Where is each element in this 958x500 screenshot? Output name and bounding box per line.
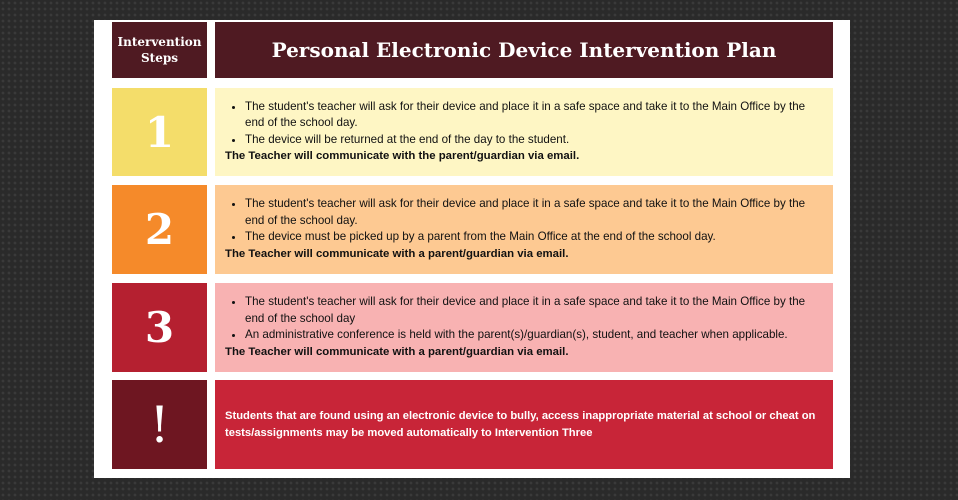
exclamation-icon: ! [149, 395, 170, 454]
step-1-bullet: • The device will be returned at the end of the day to the student. [245, 132, 823, 149]
plan-title-header [215, 22, 833, 78]
step-3-number-box [112, 283, 207, 372]
step-2-number: 2 [144, 205, 175, 254]
step-1-number-box [112, 88, 207, 176]
intervention-plan-card [94, 20, 850, 478]
step-2-bullet: • The student's teacher will ask for their device and place it in a safe space and take it to the Main Office by the end of the school day. [245, 196, 823, 229]
step-2-note: The Teacher will communicate with a parent/guardian via email. [225, 247, 569, 260]
steps-column-label: Intervention Steps [117, 35, 202, 65]
step-2-bullet-list [225, 196, 823, 246]
step-3-content [215, 283, 833, 372]
step-2-number-box [112, 185, 207, 274]
warning-content [215, 380, 833, 469]
step-2-bullet: • The device must be picked up by a parent from the Main Office at the end of the school day. [245, 229, 823, 246]
step-3-number: 3 [144, 303, 175, 352]
step-1-bullet-list [225, 99, 823, 149]
step-1-bullet: • The student's teacher will ask for their device and place it in a safe space and take it to the Main Office by the end of the school day. [245, 99, 823, 132]
step-1-number: 1 [144, 107, 175, 157]
steps-column-header [112, 22, 207, 78]
warning-icon-box [112, 380, 207, 469]
step-3-note: The Teacher will communicate with a parent/guardian via email. [225, 345, 569, 358]
warning-text: Students that are found using an electronic device to bully, access inappropriate material at school or cheat on tests/assignments may be moved automatically to Intervention Three [225, 410, 816, 439]
step-1-note: The Teacher will communicate with the parent/guardian via email. [225, 150, 580, 163]
plan-title: Personal Electronic Device Intervention Plan [271, 38, 777, 62]
step-3-bullet: • An administrative conference is held with the parent(s)/guardian(s), student, and teacher when applicable. [245, 327, 823, 344]
step-2-content [215, 185, 833, 274]
step-1-content [215, 88, 833, 176]
step-3-bullet-list [225, 294, 823, 344]
step-3-bullet: • The student's teacher will ask for their device and place it in a safe space and take it to the Main Office by the end of the school day [245, 294, 823, 327]
